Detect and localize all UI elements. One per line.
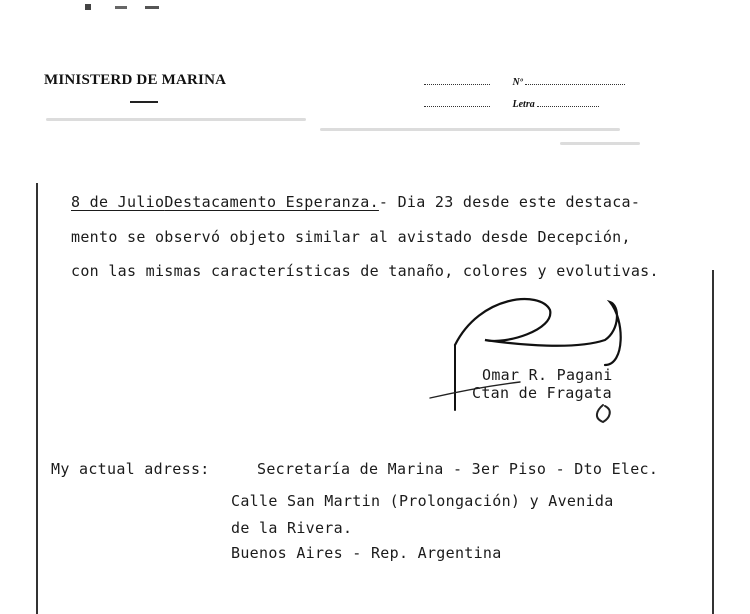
report-line-3: con las mismas características de tanaño, colores y evolutivas. [71,262,659,280]
form-field-number [424,76,625,88]
report-text: - Dia 23 desde este destaca- [378,193,641,211]
form-field-letter [424,98,599,110]
report-line-2: mento se observó objeto similar al avistado desde Decepción, [71,228,631,246]
address-line: de la Rivera. [231,519,353,537]
page-margin-rule [36,183,38,614]
address-line: Secretaría de Marina - 3er Piso - Dto Elec. [257,460,659,478]
report-place: Destacamento Esperanza. [164,193,379,211]
scan-noise [320,128,620,131]
ministry-heading: MINISTERD DE MARINA [44,72,227,88]
signer-rank: Ctan de Fragata [472,384,612,402]
address-line: Calle San Martin (Prolongación) y Avenida [231,492,614,510]
letter-label: Letra [512,99,535,110]
address-line: Buenos Aires - Rep. Argentina [231,544,502,562]
page-margin-rule [712,270,714,614]
report-line-1 [71,193,640,211]
scan-mark [85,4,165,12]
report-date: 8 de Julio [71,193,165,211]
signer-name: Omar R. Pagani [482,366,613,384]
handwritten-signature [425,290,645,435]
number-label: Nº [512,77,523,88]
scan-noise [46,118,306,121]
scan-noise [560,142,640,145]
heading-rule [130,101,158,103]
address-label: My actual adress: [51,460,210,478]
